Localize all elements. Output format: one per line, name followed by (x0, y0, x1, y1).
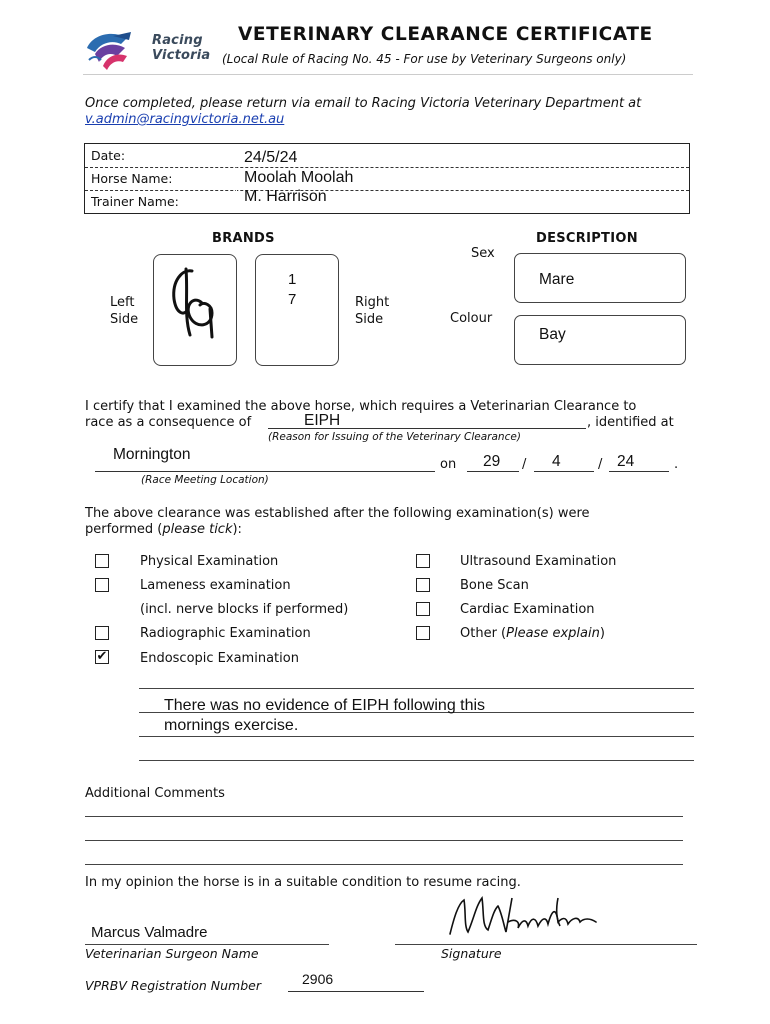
radiographic-exam-checkbox[interactable] (95, 626, 109, 640)
left-brand-box[interactable] (153, 254, 237, 366)
date-sep-1: / (522, 457, 527, 472)
date-label: Date: (91, 148, 126, 163)
return-instructions: Once completed, please return via email to Racing Victoria Veterinary Department at v.admin@racingvictoria.net.au (85, 96, 642, 127)
horse-name-field[interactable]: Moolah Moolah (244, 169, 354, 186)
right-side-label: Right Side (355, 295, 390, 327)
endoscopic-exam-checkbox[interactable] (95, 650, 109, 664)
ultrasound-exam-label: Ultrasound Examination (460, 554, 617, 569)
horse-name-label: Horse Name: (91, 171, 173, 186)
trainer-name-field[interactable]: M. Harrison (244, 188, 327, 205)
registration-field[interactable] (288, 971, 424, 992)
sex-value: Mare (539, 271, 575, 288)
reason-field[interactable] (268, 413, 586, 429)
race-location-field[interactable] (95, 446, 435, 472)
other-exam-label: Other (Please explain) (460, 626, 605, 641)
bone-scan-checkbox[interactable] (416, 578, 430, 592)
header-divider (83, 74, 693, 75)
endoscopic-exam-label: Endoscopic Examination (140, 651, 299, 666)
explain-line-3 (139, 736, 694, 737)
year-field[interactable] (609, 455, 669, 472)
vet-name-caption: Veterinarian Surgeon Name (85, 946, 259, 961)
date-period: . (674, 457, 679, 472)
reason-value: EIPH (304, 412, 341, 429)
certificate-subtitle: (Local Rule of Racing No. 45 - For use by Veterinary Surgeons only) (222, 52, 627, 66)
exams-intro-line-2: performed (please tick): (85, 522, 242, 537)
comments-line-3[interactable] (85, 864, 683, 865)
cardiac-exam-label: Cardiac Examination (460, 602, 595, 617)
physical-exam-checkbox[interactable] (95, 554, 109, 568)
date-row (85, 144, 689, 168)
day-value: 29 (483, 453, 501, 470)
opinion-statement: In my opinion the horse is in a suitable condition to resume racing. (85, 875, 521, 890)
colour-label: Colour (450, 311, 493, 326)
sex-label: Sex (471, 246, 495, 261)
signature-line (395, 944, 697, 945)
signature-image[interactable] (446, 888, 606, 944)
day-field[interactable] (467, 455, 519, 472)
date-sep-2: / (598, 457, 603, 472)
reason-caption: (Reason for Issuing of the Veterinary Clearance) (268, 431, 521, 443)
right-brand-digit-2: 7 (288, 291, 297, 308)
comments-line-2[interactable] (85, 840, 683, 841)
date-field[interactable]: 24/5/24 (244, 149, 298, 166)
radiographic-exam-label: Radiographic Examination (140, 626, 311, 641)
colour-value: Bay (539, 326, 566, 343)
registration-value: 2906 (302, 971, 334, 987)
column-separator (236, 144, 237, 213)
location-caption: (Race Meeting Location) (141, 474, 269, 486)
explain-text-line-2[interactable]: mornings exercise. (164, 717, 299, 734)
race-location-value: Mornington (113, 446, 191, 463)
description-heading: DESCRIPTION (536, 231, 638, 246)
month-value: 4 (552, 453, 561, 470)
explain-text-line-1[interactable]: There was no evidence of EIPH following this (164, 697, 486, 714)
certificate-title: VETERINARY CLEARANCE CERTIFICATE (238, 24, 653, 45)
year-value: 24 (617, 453, 635, 470)
certify-line-2-prefix: race as a consequence of (85, 415, 252, 430)
right-brand-digit-1: 1 (288, 271, 297, 288)
signature-caption: Signature (441, 946, 502, 961)
on-label: on (440, 457, 457, 472)
lameness-exam-checkbox[interactable] (95, 578, 109, 592)
explain-line-1 (139, 688, 694, 689)
registration-label: VPRBV Registration Number (85, 978, 262, 993)
left-brand-handwritten-mark (154, 255, 236, 365)
bone-scan-label: Bone Scan (460, 578, 529, 593)
month-field[interactable] (534, 455, 594, 472)
trainer-row (85, 190, 689, 213)
other-exam-checkbox[interactable] (416, 626, 430, 640)
comments-line-1[interactable] (85, 816, 683, 817)
left-side-label: Left Side (110, 295, 139, 327)
checkmark-icon: ✔ (96, 649, 108, 664)
physical-exam-label: Physical Examination (140, 554, 279, 569)
cardiac-exam-checkbox[interactable] (416, 602, 430, 616)
nerve-blocks-note: (incl. nerve blocks if performed) (140, 602, 349, 617)
trainer-name-label: Trainer Name: (91, 194, 179, 209)
certify-line-2-suffix: , identified at (587, 415, 674, 430)
vet-name-line (85, 944, 329, 945)
horse-name-row (85, 167, 689, 191)
colour-field[interactable] (514, 315, 686, 365)
handwritten-signature (446, 888, 606, 944)
explain-line-4 (139, 760, 694, 761)
vet-name-value[interactable]: Marcus Valmadre (91, 924, 208, 941)
horse-info-table (84, 143, 690, 214)
sex-field[interactable] (514, 253, 686, 303)
additional-comments-label: Additional Comments (85, 786, 225, 801)
logo-text: Racing Victoria (152, 33, 211, 63)
lameness-exam-label: Lameness examination (140, 578, 291, 593)
exams-intro-line-1: The above clearance was established after the following examination(s) were (85, 506, 590, 521)
horse-logo-icon (83, 26, 153, 74)
ultrasound-exam-checkbox[interactable] (416, 554, 430, 568)
brands-heading: BRANDS (212, 231, 275, 246)
right-brand-box[interactable] (255, 254, 339, 366)
certify-line-1: I certify that I examined the above horse, which requires a Veterinarian Clearance to (85, 399, 637, 414)
email-link[interactable]: v.admin@racingvictoria.net.au (85, 112, 285, 127)
